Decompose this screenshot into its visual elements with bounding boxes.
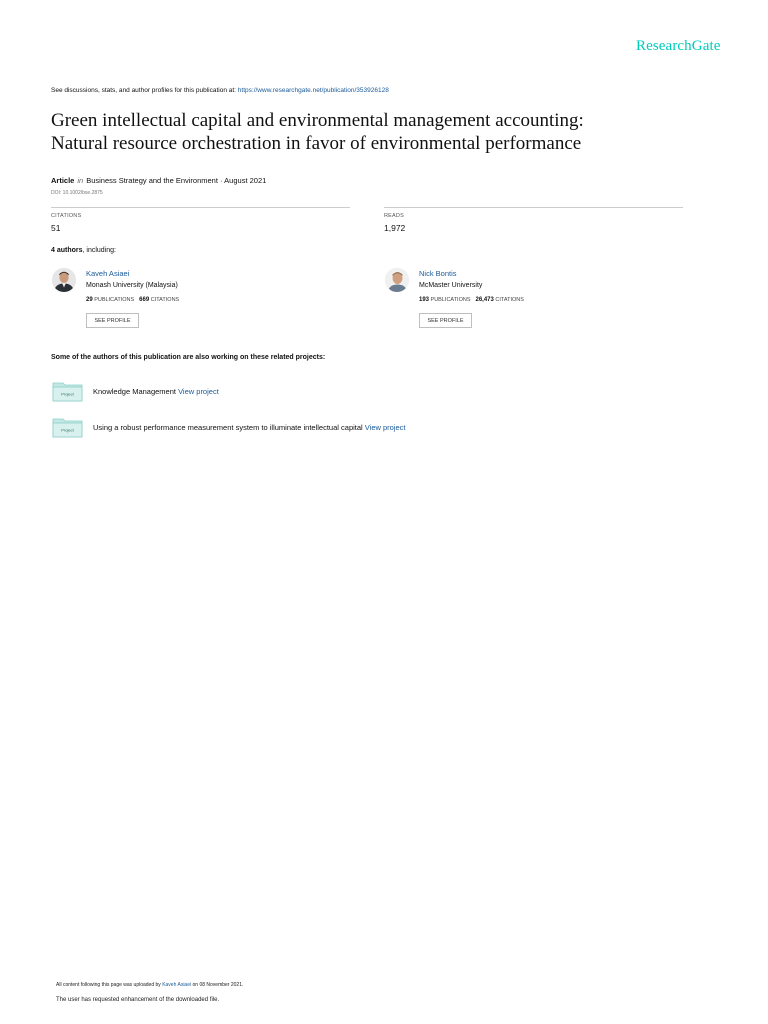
author-stats (86, 297, 179, 303)
journal-name: Business Strategy and the Environment · August 2021 (86, 176, 267, 185)
view-project-link[interactable]: View project (364, 423, 406, 432)
title-line-2: Natural resource orchestration in favor of environmental performance (51, 133, 582, 154)
author-name-link[interactable]: Nick Bontis (419, 269, 457, 278)
discussion-prefix: See discussions, stats, and author profiles for this publication at: (51, 87, 238, 94)
author-publications-count: 193 (419, 297, 430, 303)
title-line-1: Green intellectual capital and environmental management accounting: (51, 110, 584, 131)
discussion-line (51, 87, 389, 94)
reads-value: 1,972 (384, 223, 406, 233)
enhancement-note: The user has requested enhancement of the downloaded file. (56, 997, 220, 1003)
author-citations-count: 26,473 (475, 297, 494, 303)
project-icon-label: Project (61, 391, 74, 397)
reads-divider (384, 207, 683, 208)
citations-value: 51 (51, 223, 61, 233)
article-type: Article (51, 176, 75, 185)
upload-note-prefix: All content following this page was uploaded by (56, 982, 163, 988)
uploader-link[interactable]: Kaveh Asiaei (162, 982, 192, 988)
author-citations-label: CITATIONS (150, 297, 180, 303)
author-avatar[interactable] (52, 268, 76, 292)
author-name-link[interactable]: Kaveh Asiaei (86, 269, 130, 278)
project-title: Using a robust performance measurement system to illuminate intellectual capital (93, 423, 365, 432)
author-institution: Monash University (Malaysia) (86, 282, 178, 289)
article-in: in (77, 176, 84, 185)
upload-note-suffix: on 08 November 2021. (191, 982, 244, 988)
publication-url-link[interactable]: https://www.researchgate.net/publication/353926128 (237, 87, 389, 94)
project-folder-icon (52, 416, 83, 438)
author-citations-count: 669 (139, 297, 150, 303)
see-profile-button[interactable]: SEE PROFILE (86, 313, 139, 328)
project-item (93, 423, 406, 432)
author-publications-count: 29 (86, 297, 93, 303)
project-title: Knowledge Management (93, 387, 179, 396)
doi: DOI: 10.1002/bse.2875 (51, 190, 103, 196)
project-item (93, 387, 219, 396)
authors-count: 4 authors (51, 247, 83, 254)
author-photo-icon (52, 268, 76, 292)
author-avatar[interactable] (385, 268, 409, 292)
author-stats (419, 297, 524, 303)
author-institution: McMaster University (419, 282, 483, 289)
author-photo-icon (385, 268, 409, 292)
see-profile-button[interactable]: SEE PROFILE (419, 313, 472, 328)
citations-label: CITATIONS (51, 213, 82, 219)
author-publications-label: PUBLICATIONS (430, 297, 471, 303)
upload-note (56, 982, 243, 988)
author-publications-label: PUBLICATIONS (94, 297, 135, 303)
related-projects-heading: Some of the authors of this publication are also working on these related projects: (51, 354, 326, 361)
researchgate-logo[interactable]: ResearchGate (636, 38, 721, 54)
authors-suffix: , including: (82, 247, 116, 254)
authors-heading (51, 247, 116, 254)
project-folder-icon (52, 380, 83, 402)
article-info (51, 176, 266, 185)
view-project-link[interactable]: View project (178, 387, 219, 396)
citations-divider (51, 207, 350, 208)
author-citations-label: CITATIONS (495, 297, 524, 303)
project-icon-label: Project (61, 427, 74, 433)
publication-title (51, 109, 731, 155)
reads-label: READS (384, 213, 404, 219)
